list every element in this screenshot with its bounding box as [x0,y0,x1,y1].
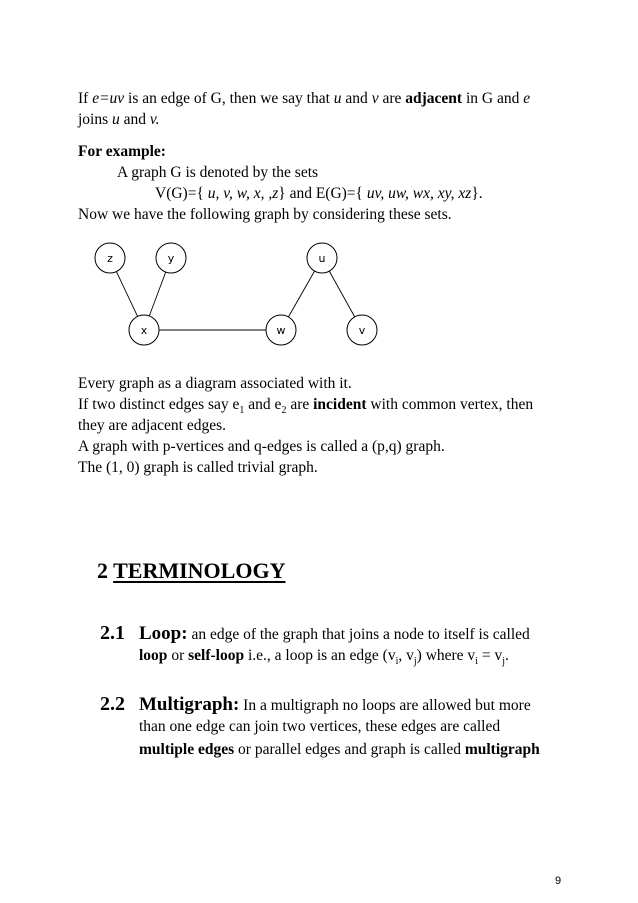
node-label-y: y [167,252,175,265]
term-adjacent: adjacent [405,90,463,107]
intro-line-2: joins u and v. [78,111,160,128]
node-w [266,315,296,345]
example-heading: For example: [78,143,166,160]
node-u [307,243,337,273]
term-incident: incident [313,396,367,413]
para-line-2: If two distinct edges say $e_1$ and $e_2$ are incident with common vertex, then [78,396,534,417]
para-line-5: The (1, 0) graph is called trivial graph. [78,459,318,476]
node-label-x: x [140,324,148,337]
section-2-1-number: 2.1 [100,622,125,644]
node-v [347,315,377,345]
node-x [129,315,159,345]
section-2-1-line-1: Loop: an edge of the graph that joins a node to itself is called [139,623,530,644]
graph-diagram [0,230,638,360]
section-2-1-title: Loop: [139,623,188,644]
node-label-v: v [358,324,366,337]
node-label-z: z [107,252,113,265]
example-line-2: V(G)={ u, v, w, x, ,z} and E(G)={ uv, uw, wx, xy, xz}. [155,185,483,202]
section-2-2-title: Multigraph: [139,694,240,715]
section-2-1-line-2: loop or self-loop i.e., a loop is an edge ($v_i$, $v_j$) where $v_i = v_j$. [139,647,509,668]
node-y [156,243,186,273]
example-line-3: Now we have the following graph by considering these sets. [78,206,452,223]
node-label-u: u [318,252,326,265]
node-label-w: w [276,324,286,337]
section-heading-terminology: 2 TERMINOLOGY [97,558,286,583]
section-2-2-line-3: multiple edges or parallel edges and graph is called multigraph [139,741,540,758]
section-2-2-line-2: than one edge can join two vertices, these edges are called [139,718,501,735]
para-line-1: Every graph as a diagram associated with it. [78,375,352,392]
para-line-3: they are adjacent edges. [78,417,227,434]
section-2-2-line-1: Multigraph: In a multigraph no loops are allowed but more [139,694,531,715]
intro-line-1: If e=uv is an edge of G, then we say that u and v are adjacent in G and e [78,90,531,107]
para-line-4: A graph with p-vertices and q-edges is called a (p,q) graph. [78,438,445,455]
node-z [95,243,125,273]
example-line-1: A graph G is denoted by the sets [117,164,319,181]
section-2-2-number: 2.2 [100,693,125,715]
page-number: 9 [555,875,562,887]
